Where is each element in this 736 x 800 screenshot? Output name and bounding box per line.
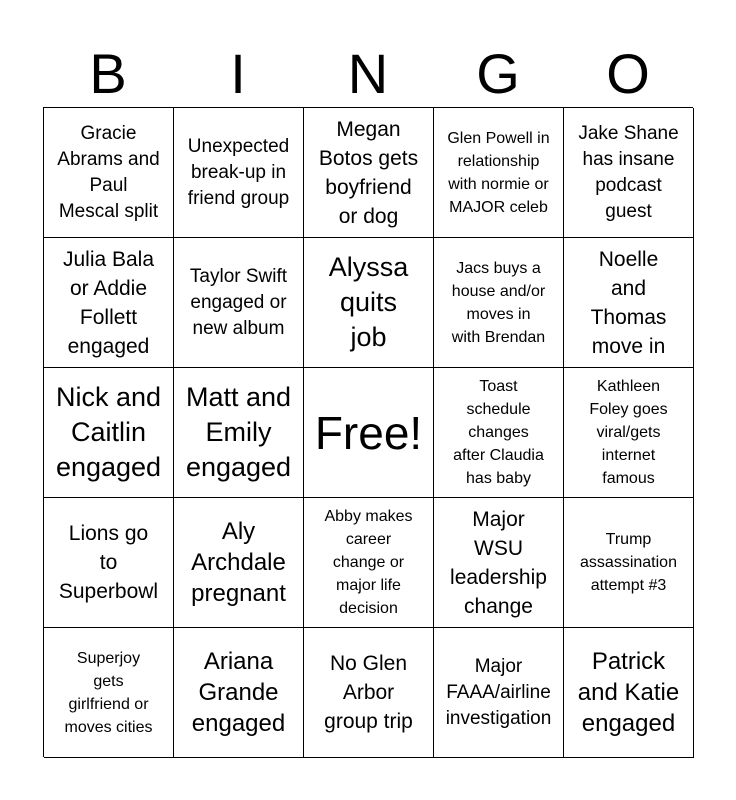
cell-text: Jacs buys a house and/or moves in with Brendan — [451, 259, 546, 346]
bingo-cell — [44, 368, 174, 498]
cell-text: Kathleen Foley goes viral/gets internet famous — [589, 378, 668, 487]
bingo-header — [43, 40, 693, 108]
bingo-cell — [434, 238, 564, 368]
bingo-grid — [43, 107, 693, 757]
bingo-cell — [174, 238, 304, 368]
cell-text: Lions go to Superbowl — [58, 522, 159, 603]
header-letter-i: I — [230, 42, 246, 105]
cell-text: Megan Botos gets boyfriend or dog — [318, 117, 419, 228]
bingo-cell — [44, 238, 174, 368]
header-letter-b: B — [89, 42, 127, 105]
cell-text: Glen Powell in relationship with normie or MAJOR celeb — [447, 129, 550, 216]
bingo-cell — [434, 368, 564, 498]
cell-text: Taylor Swift engaged or new album — [189, 265, 288, 339]
cell-text: Matt and Emily engaged — [185, 382, 292, 482]
cell-text: Superjoy gets girlfriend or moves cities — [64, 649, 153, 736]
cell-text: Jake Shane has insane podcast guest — [578, 122, 679, 222]
bingo-cell — [304, 628, 434, 758]
cell-text: Gracie Abrams and Paul Mescal split — [57, 122, 160, 222]
bingo-cell — [44, 628, 174, 758]
header-letter-n: N — [347, 42, 389, 105]
bingo-cell — [44, 498, 174, 628]
bingo-cell — [564, 238, 694, 368]
bingo-cell — [304, 238, 434, 368]
cell-text: Trump assassination attempt #3 — [580, 531, 677, 594]
cell-text: Aly Archdale pregnant — [191, 518, 286, 607]
bingo-cell — [434, 628, 564, 758]
bingo-cell — [434, 498, 564, 628]
bingo-cell — [304, 108, 434, 238]
bingo-cell — [174, 628, 304, 758]
free-space-cell — [304, 368, 434, 498]
bingo-cell — [564, 628, 694, 758]
cell-text: Noelle and Thomas move in — [590, 247, 667, 358]
cell-text: Major WSU leadership change — [450, 507, 547, 618]
cell-text: No Glen Arbor group trip — [324, 652, 413, 733]
header-letter-g: G — [476, 42, 520, 105]
bingo-cell — [564, 108, 694, 238]
cell-text: Alyssa quits job — [328, 252, 409, 352]
cell-text: Nick and Caitlin engaged — [55, 382, 162, 482]
bingo-cell — [564, 368, 694, 498]
bingo-cell — [174, 498, 304, 628]
cell-text: Julia Bala or Addie Follett engaged — [62, 247, 155, 358]
header-letter-o: O — [606, 42, 650, 105]
cell-text: Toast schedule changes after Claudia has baby — [453, 378, 544, 487]
bingo-cell — [174, 108, 304, 238]
free-space-text: Free! — [314, 406, 423, 459]
bingo-cell — [44, 108, 174, 238]
cell-text: Ariana Grande engaged — [191, 648, 286, 737]
bingo-cell — [174, 368, 304, 498]
bingo-cell — [304, 498, 434, 628]
cell-text: Major FAAA/airline investigation — [445, 655, 552, 729]
cell-text: Abby makes career change or major life decision — [324, 508, 413, 617]
bingo-cell — [434, 108, 564, 238]
cell-text: Patrick and Katie engaged — [577, 648, 680, 737]
bingo-cell — [564, 498, 694, 628]
cell-text: Unexpected break-up in friend group — [187, 135, 290, 209]
